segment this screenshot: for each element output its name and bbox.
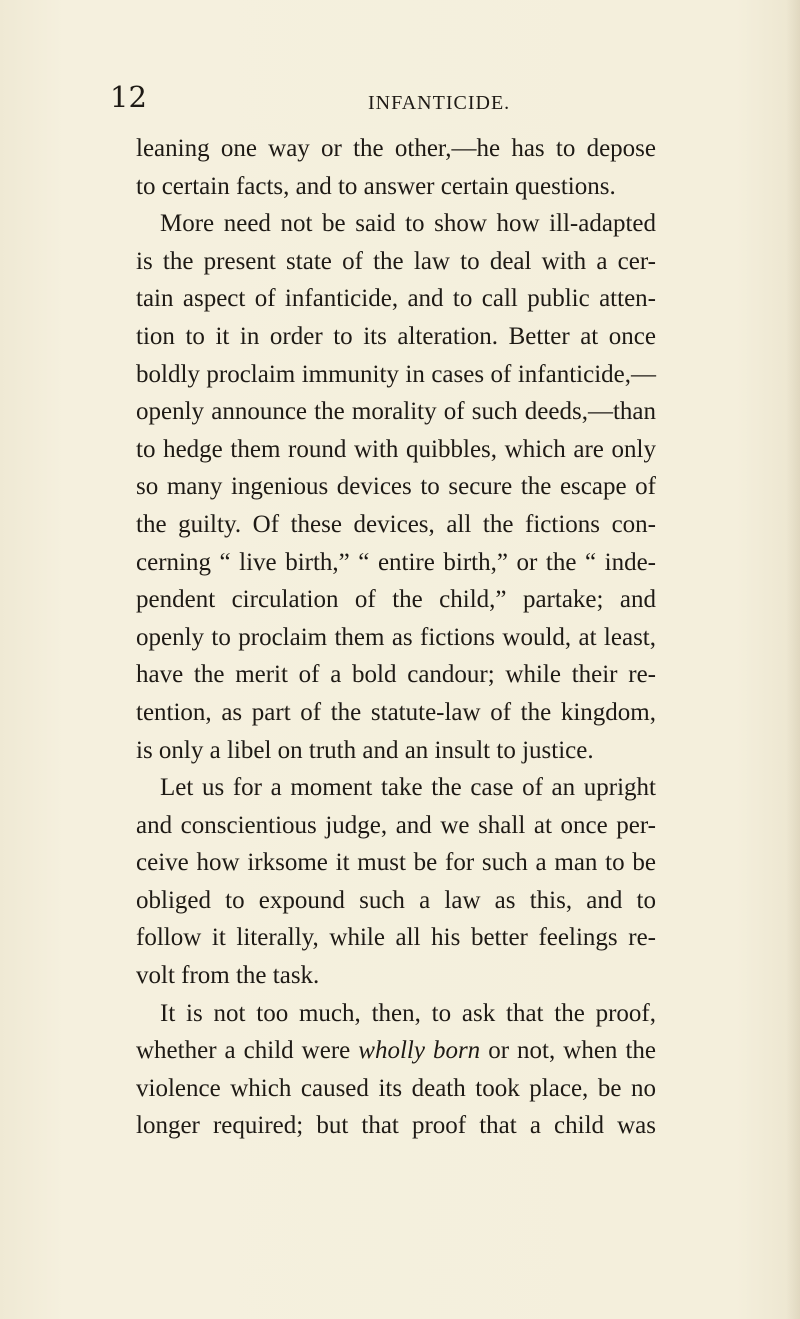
- text-line: is only a libel on truth and an insult to justice.: [136, 736, 594, 764]
- text-line: and conscientious judge, and we shall at once per-: [136, 811, 656, 839]
- text-line: violence which caused its death took place, be no: [136, 1074, 656, 1102]
- text-line: tain aspect of infanticide, and to call public atten-: [136, 285, 656, 313]
- text-line: It is not too much, then, to ask that the proof,: [160, 999, 656, 1027]
- body-text: [136, 130, 656, 1145]
- text-line: pendent circulation of the child,” partake; and: [136, 586, 656, 614]
- text-line-with-italic: [136, 1032, 656, 1070]
- text-line: cerning “ live birth,” “ entire birth,” or the “ inde-: [136, 548, 656, 576]
- text-line: openly announce the morality of such deeds,—than: [136, 398, 656, 426]
- text-line: openly to proclaim them as fictions would, at least,: [136, 623, 656, 651]
- text-line: leaning one way or the other,—he has to depose: [136, 135, 656, 162]
- text-line: have the merit of a bold candour; while their re-: [136, 661, 656, 689]
- page-header: [110, 80, 710, 120]
- page-number: 12: [110, 80, 147, 114]
- text-line: obliged to expound such a law as this, and to: [136, 886, 656, 914]
- text-line: tion to it in order to its alteration. Better at once: [136, 322, 656, 350]
- text-line: More need not be said to show how ill-adapted: [160, 210, 656, 238]
- text-line: so many ingenious devices to secure the escape of: [136, 473, 656, 501]
- italic-phrase: wholly born: [358, 1037, 481, 1065]
- text-line: boldly proclaim immunity in cases of infanticide,—: [136, 360, 656, 388]
- text-line: ceive how irksome it must be for such a man to be: [136, 849, 656, 877]
- running-title: INFANTICIDE.: [368, 92, 511, 114]
- text-line: to certain facts, and to answer certain questions.: [136, 172, 616, 200]
- text-line: the guilty. Of these devices, all the fictions con-: [136, 510, 656, 538]
- text-segment: or not, when the: [480, 1037, 656, 1065]
- page-edge-shadow: [786, 0, 800, 1319]
- text-line: volt from the task.: [136, 962, 320, 990]
- text-segment: whether a child were: [136, 1037, 359, 1065]
- text-line: tention, as part of the statute-law of the kingdom,: [136, 698, 656, 726]
- text-line: Let us for a moment take the case of an upright: [160, 774, 656, 802]
- text-line: is the present state of the law to deal with a cer-: [136, 247, 656, 275]
- text-line: to hedge them round with quibbles, which are only: [136, 435, 656, 463]
- text-line: longer required; but that proof that a child was: [136, 1112, 656, 1140]
- text-line: follow it literally, while all his better feelings re-: [136, 924, 656, 952]
